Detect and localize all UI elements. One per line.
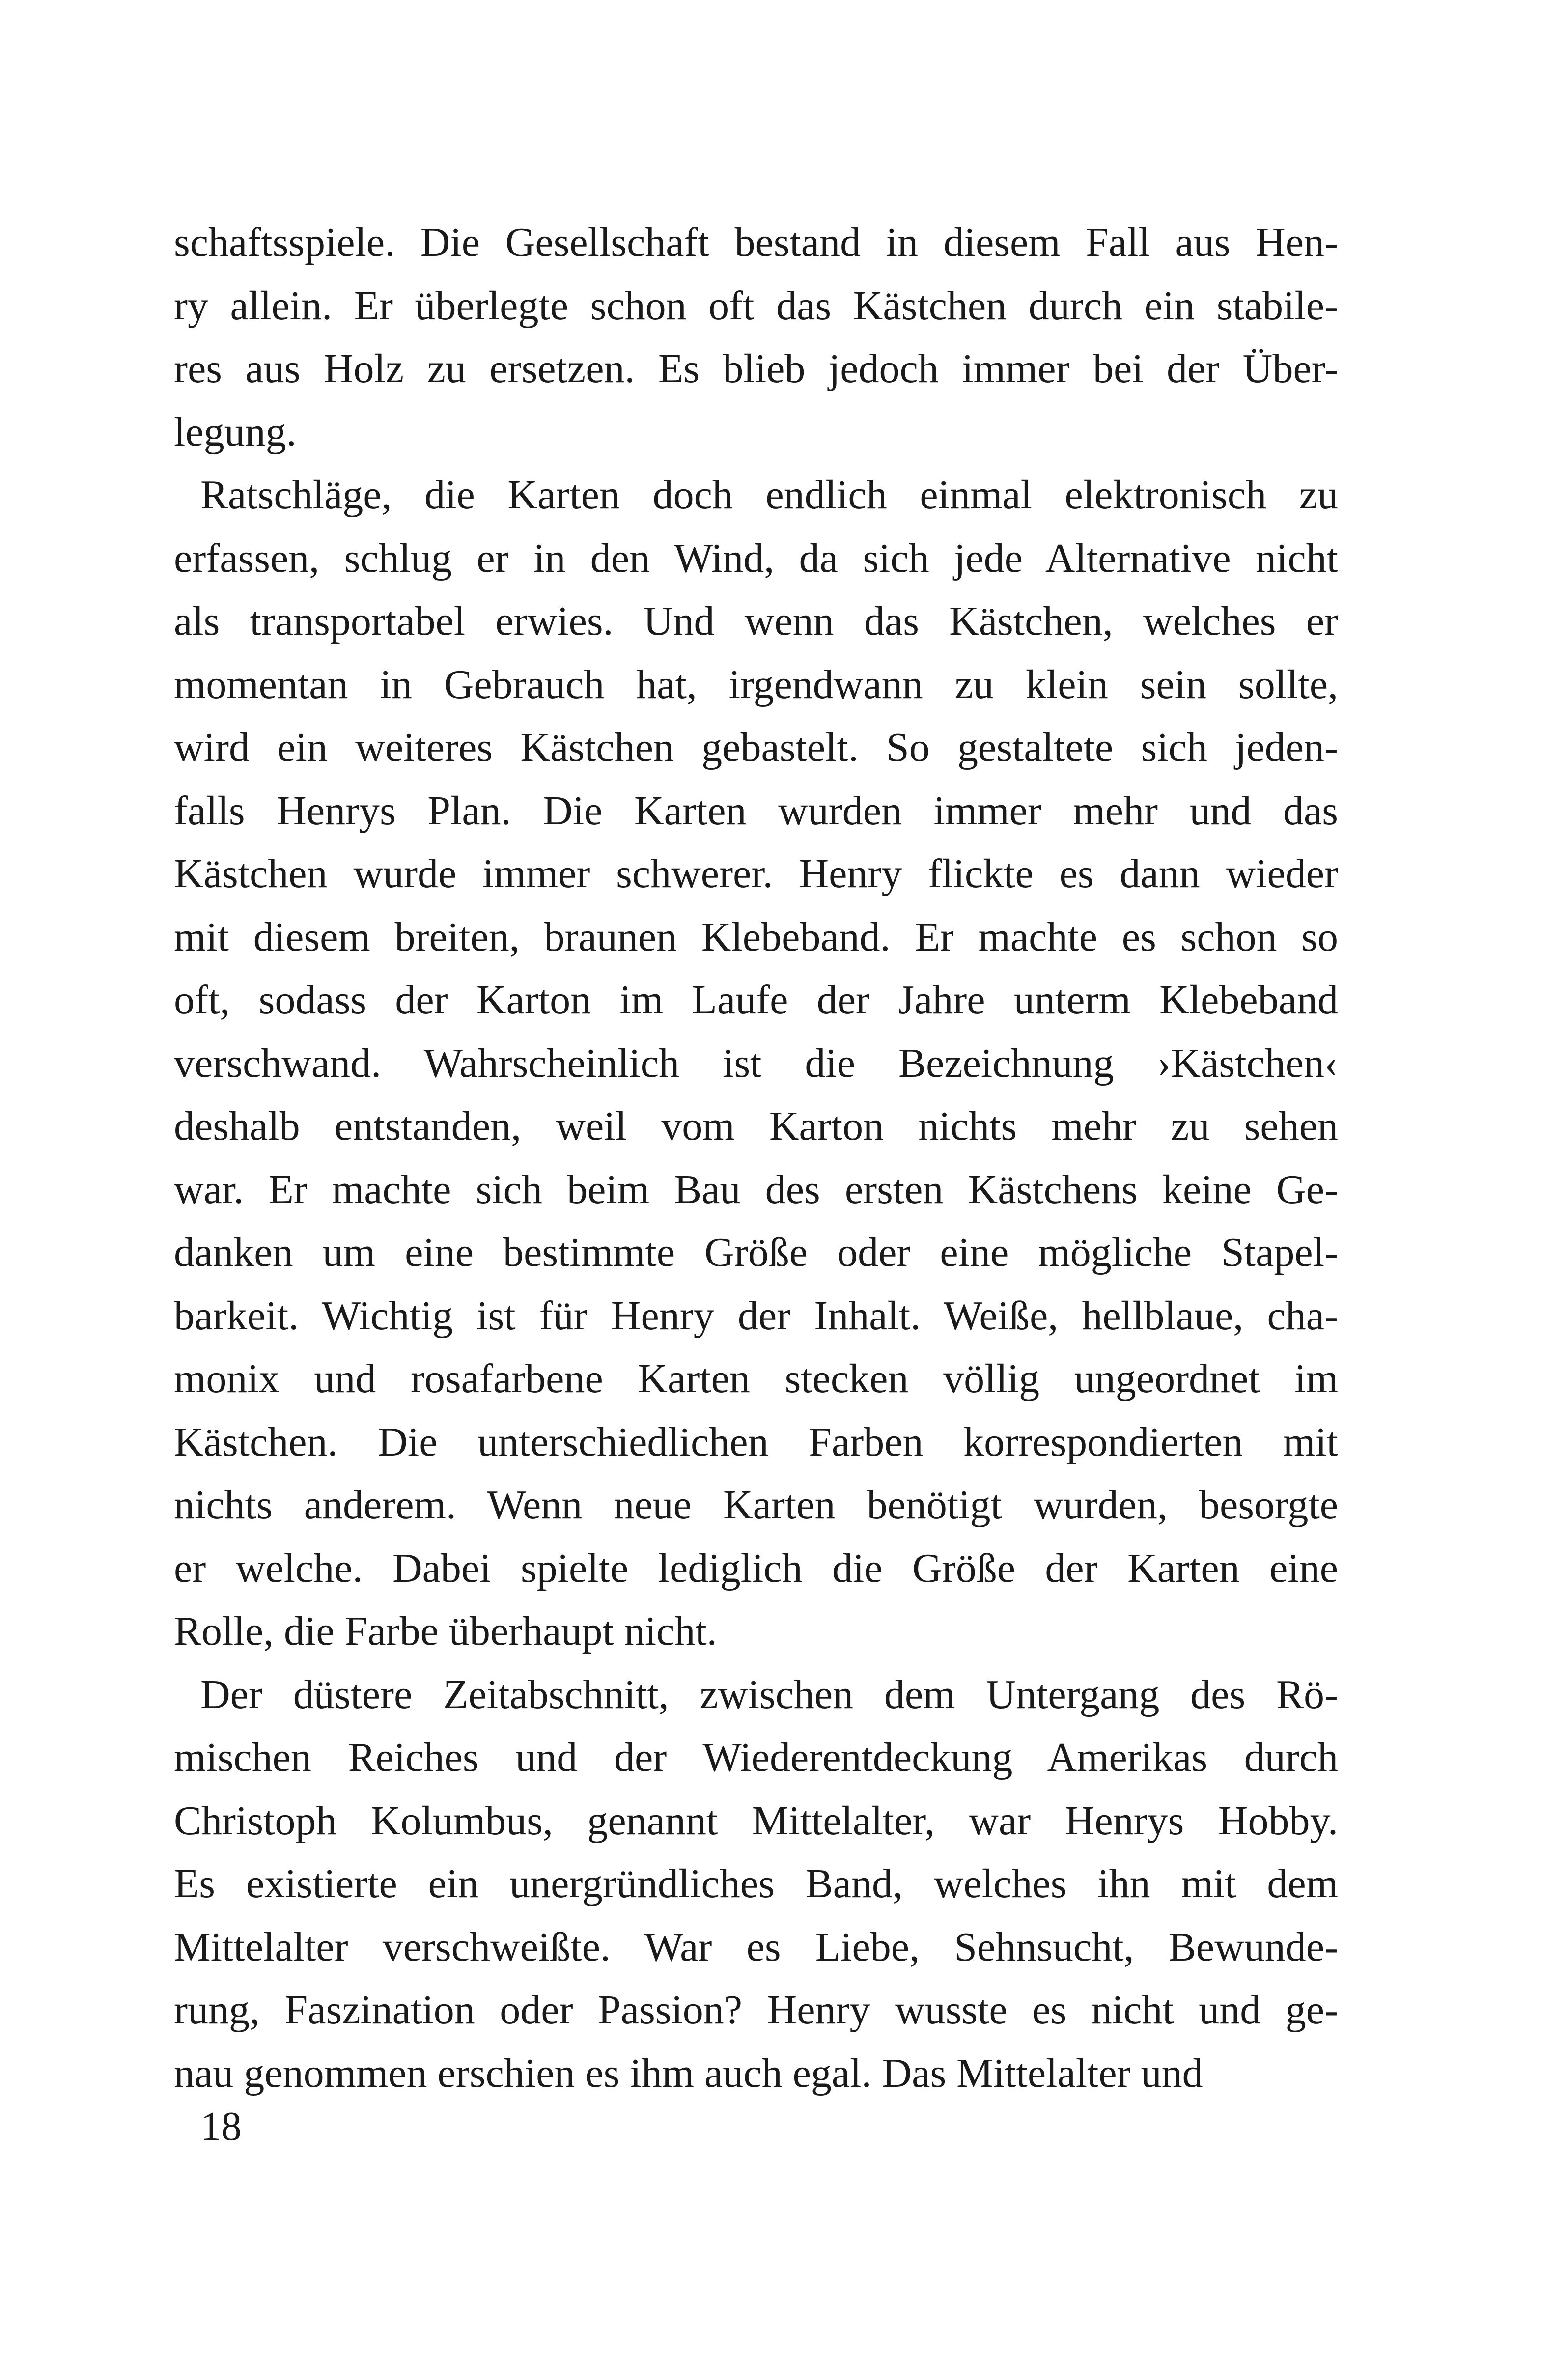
text-line: Kästchen wurde immer schwerer. Henry flickte es dann wieder [174,851,1338,897]
text-line: oft, sodass der Karton im Laufe der Jahre unterm Klebeband [174,977,1338,1023]
text-line: monix und rosafarbene Karten stecken völlig ungeordnet im [174,1356,1338,1402]
text-line: schaftsspiele. Die Gesellschaft bestand in diesem Fall aus Hen- [174,220,1338,265]
text-line: res aus Holz zu ersetzen. Es blieb jedoch immer bei der Über- [174,346,1338,392]
text-line: falls Henrys Plan. Die Karten wurden immer mehr und das [174,787,1338,834]
text-line: rung, Faszination oder Passion? Henry wusste es nicht und ge- [174,1987,1338,2033]
body-text [174,211,1338,2105]
text-line: danken um eine bestimmte Größe oder eine mögliche Stapel- [174,1230,1338,1275]
text-line: wird ein weiteres Kästchen gebastelt. So gestaltete sich jeden- [174,725,1338,770]
text-line: als transportabel erwies. Und wenn das Kästchen, welches er [174,598,1338,644]
paragraph [174,1663,1338,2105]
page-number: 18 [200,2104,242,2149]
text-line: Kästchen. Die unterschiedlichen Farben korrespondierten mit [174,1419,1338,1465]
text-line: verschwand. Wahrscheinlich ist die Bezeichnung ›Kästchen‹ [174,1040,1338,1086]
text-line: nau genommen erschien es ihm auch egal. Das Mittelalter und [174,2050,1203,2096]
text-line: legung. [174,409,297,455]
text-line: momentan in Gebrauch hat, irgendwann zu klein sein sollte, [174,661,1338,707]
text-line: nichts anderem. Wenn neue Karten benötigt wurden, besorgte [174,1482,1338,1528]
text-line: erfassen, schlug er in den Wind, da sich jede Alternative nicht [174,535,1338,581]
paragraph [174,211,1338,464]
text-line: Rolle, die Farbe überhaupt nicht. [174,1608,717,1654]
text-line: mit diesem breiten, braunen Klebeband. Er machte es schon so [174,914,1338,960]
text-line: er welche. Dabei spielte lediglich die Größe der Karten eine [174,1545,1338,1591]
text-line: Es existierte ein unergründliches Band, welches ihn mit dem [174,1861,1338,1907]
paragraph [174,464,1338,1663]
text-line: war. Er machte sich beim Bau des ersten Kästchens keine Ge- [174,1166,1338,1212]
text-line: Ratschläge, die Karten doch endlich einmal elektronisch zu [200,472,1338,518]
text-line: barkeit. Wichtig ist für Henry der Inhalt. Weiße, hellblaue, cha- [174,1292,1338,1339]
text-line: deshalb entstanden, weil vom Karton nichts mehr zu sehen [174,1103,1338,1149]
text-line: Der düstere Zeitabschnitt, zwischen dem Untergang des Rö- [200,1671,1338,1717]
text-line: Christoph Kolumbus, genannt Mittelalter, war Henrys Hobby. [174,1797,1338,1844]
text-line: mischen Reiches und der Wiederentdeckung Amerikas durch [174,1735,1338,1780]
text-line: ry allein. Er überlegte schon oft das Kästchen durch ein stabile- [174,282,1338,329]
text-line: Mittelalter verschweißte. War es Liebe, Sehnsucht, Bewunde- [174,1924,1338,1970]
